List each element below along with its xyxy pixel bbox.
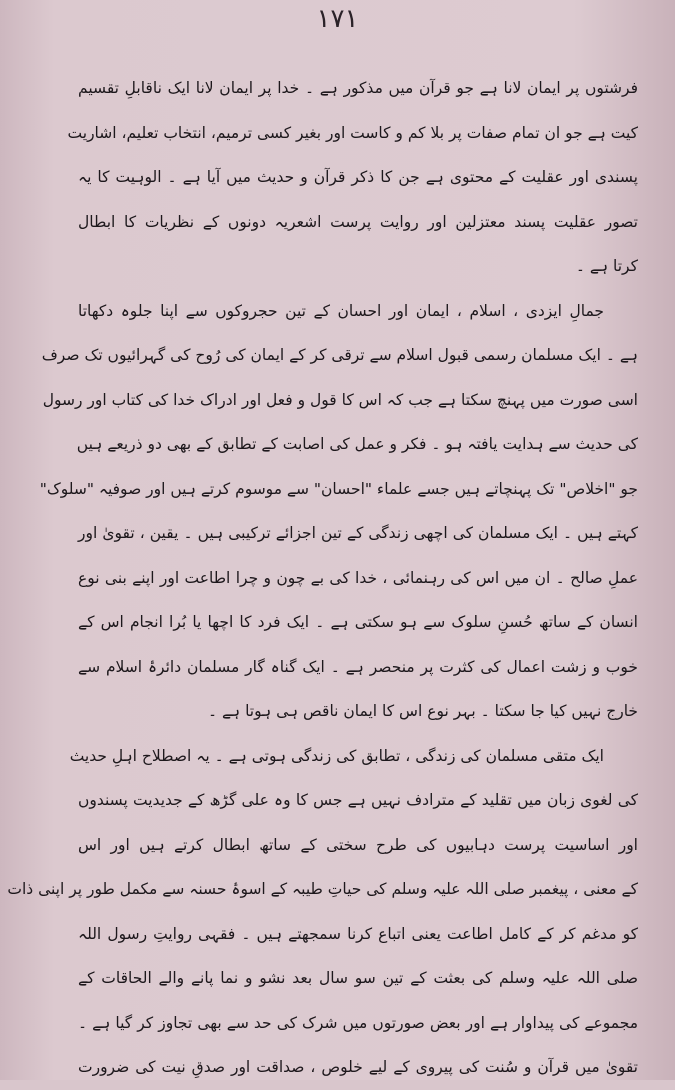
text-line: کے معنی ، پیغمبر صلی اللہ علیہ وسلم کی حیاتِ طیبہ کے اسوۂ حسنہ سے مکمل طور پر اپنی ذات xyxy=(7,880,638,898)
paragraph-start-line: ایک متقی مسلمان کی زندگی ، تطابق کی زندگی ہوتی ہے ۔ یہ اصطلاح اہلِ حدیث xyxy=(69,746,604,765)
page-number: ۱۷۱ xyxy=(316,4,359,34)
text-line: اور اساسیت پرست دہابیوں کی طرح سختی کے ساتھ ابطال کرتے ہیں اور اس xyxy=(78,835,638,854)
text-line: جو "اخلاص" تک پہنچاتے ہیں جسے علماء "احسان" سے موسوم کرتے ہیں اور صوفیہ "سلوک" xyxy=(39,479,638,498)
text-line: خارج نہیں کیا جا سکتا ۔ بہر نوع اس کا ایمان ناقص ہی ہوتا ہے ۔ xyxy=(207,702,638,720)
page-body-text xyxy=(7,66,638,1090)
text-line: صلی اللہ علیہ وسلم کی بعثت کے تین سو سال بعد نشو و نما پانے والے الحاقات کے xyxy=(78,969,638,987)
text-line: عملِ صالح ۔ ان میں اس کی رہنمائی ، خدا کی بے چون و چرا اطاعت اور اپنے بنی نوع xyxy=(78,568,638,587)
text-line: مجموعے کی پیداوار ہے اور بعض صورتوں میں شرک کی حد سے بھی تجاوز کر گیا ہے ۔ xyxy=(78,1013,638,1032)
text-line: فرشتوں پر ایمان لانا ہے جو قرآن میں مذکور ہے ۔ خدا پر ایمان لانا ایک ناقابلِ تقسیم xyxy=(78,79,638,97)
text-line: خوب و زشت اعمال کی کثرت پر منحصر ہے ۔ ایک گناہ گار مسلمان دائرۂ اسلام سے xyxy=(78,657,638,676)
text-line: کیت ہے جو ان تمام صفات پر بلا کم و کاست اور بغیر کسی ترمیم، انتخاب تعلیم، اشاریت xyxy=(67,123,638,142)
text-line: پسندی اور عقلیت کے محتوی ہے جن کا ذکر قرآن و حدیث میں آیا ہے ۔ الوہیت کا یہ xyxy=(78,168,638,186)
text-line: کرتا ہے ۔ xyxy=(575,257,638,275)
text-line: کو مدغم کر کے کامل اطاعت یعنی اتباع کرنا سمجھتے ہیں ۔ فقہی روایتِ رسول اللہ xyxy=(78,924,638,943)
text-line: اسی صورت میں پہنچ سکتا ہے جب کہ اس کا قول و فعل اور ادراک خدا کی کتاب اور رسول xyxy=(42,390,638,409)
text-line: تصور عقلیت پسند معتزلین اور روایت پرست اشعریہ دونوں کے نظریات کا ابطال xyxy=(78,212,638,231)
text-line: کی لغوی زبان میں تقلید کے مترادف نہیں ہے جس کا وہ علی گڑھ کے جدیدیت پسندوں xyxy=(78,791,638,809)
text-line: کی حدیث سے ہدایت یافتہ ہو ۔ فکر و عمل کی اصابت کے تطابق کے بھی دو ذریعے ہیں xyxy=(76,435,638,453)
text-line: ہے ۔ ایک مسلمان رسمی قبول اسلام سے ترقی کر کے ایمان کی رُوح کی گہرائیوں تک صرف xyxy=(41,346,638,364)
paragraph-start-line: جمالِ ایزدی ، اسلام ، ایمان اور احسان کے تین حجروکوں سے اپنا جلوہ دکھاتا xyxy=(78,301,604,320)
text-line: کہتے ہیں ۔ ایک مسلمان کی اچھی زندگی کے تین اجزائے ترکیبی ہیں ۔ یقین ، تقویٰ اور xyxy=(78,524,638,542)
text-line: انسان کے ساتھ حُسنِ سلوک سے ہو سکتی ہے ۔ ایک فرد کا اچھا یا بُرا انجام اس کے xyxy=(78,613,638,631)
text-line: تقویٰ میں قرآن و سُنت کی پیروی کے لیے خلوص ، صداقت اور صدقِ نیت کی ضرورت xyxy=(78,1058,638,1076)
